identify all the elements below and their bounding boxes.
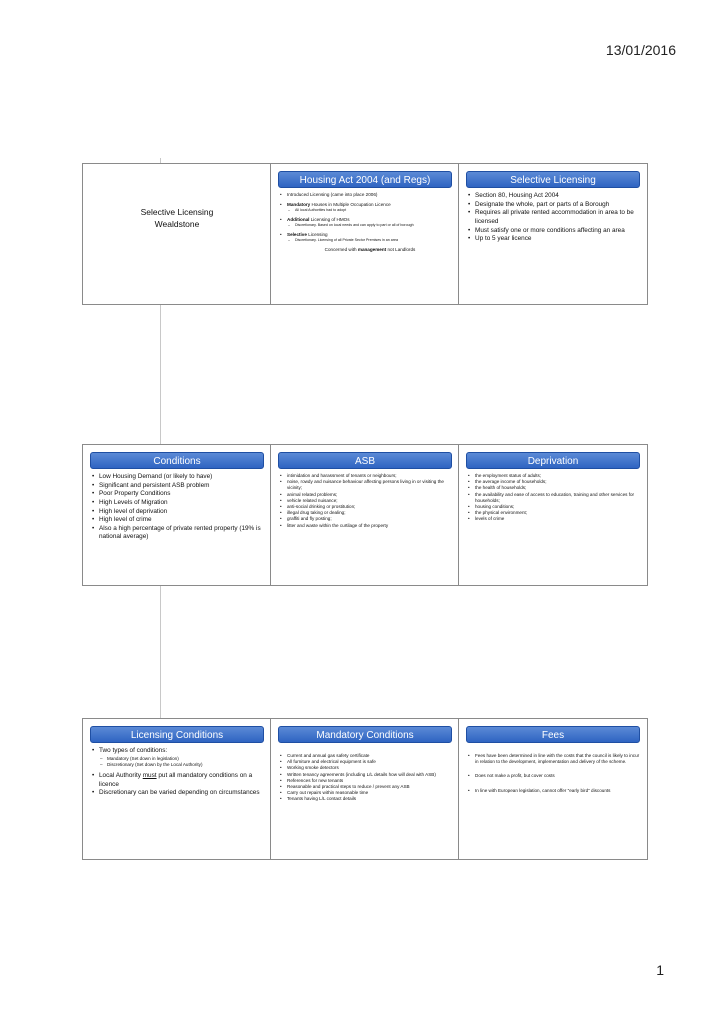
list-item: • Does not make a profit, but cover costs [475, 773, 641, 779]
list-subitem: – Mandatory (Set down in legislation) [107, 756, 265, 762]
slide-title [82, 163, 272, 305]
list-subitem: – All local Authorities had to adopt [295, 208, 453, 213]
list-item: • References for new tenants [287, 778, 453, 784]
slide-heading: Housing Act 2004 (and Regs) [278, 171, 452, 188]
page-number: 1 [656, 962, 664, 978]
list-item: • Local Authority must put all mandatory conditions on a licence [99, 772, 265, 789]
slide-title-line2: Wealdstone [154, 219, 200, 230]
list-item: • Low Housing Demand (or likely to have) [99, 473, 265, 482]
list-item: • illegal drug taking or dealing; [287, 510, 453, 516]
slide-heading: Deprivation [466, 452, 640, 469]
list-item: • Additional Licensing of HMOs [287, 217, 453, 223]
list-item: • High level of deprivation [99, 508, 265, 517]
list-item: • the physical environment; [475, 510, 641, 516]
list-item: • Discretionary can be varied depending on circumstances [99, 789, 265, 798]
list-item: • Significant and persistent ASB problem [99, 482, 265, 491]
list-item: • the employment status of adults; [475, 473, 641, 479]
list-item: • Fees have been determined in line with the costs that the council is likely to incur in relation to the development, implementation and delivery of the scheme. [475, 753, 641, 765]
list-item: • vehicle related nuisance; [287, 498, 453, 504]
slide-licensing-conditions [82, 718, 272, 860]
list-item: • Carry out repairs within reasonable time [287, 790, 453, 796]
list-subitem: – Discretionary. Licensing of all Private Sector Premises in an area [295, 238, 453, 243]
list-item: • housing conditions; [475, 504, 641, 510]
slide-mandatory-conditions [270, 718, 460, 860]
slide-selective-licensing [458, 163, 648, 305]
list-item: • the health of households; [475, 485, 641, 491]
slide-deprivation [458, 444, 648, 586]
list-item: • the average income of households; [475, 479, 641, 485]
list-item: • animal related problems; [287, 492, 453, 498]
list-item: • Section 80, Housing Act 2004 [475, 192, 641, 201]
slide-heading: ASB [278, 452, 452, 469]
slide-heading: Fees [466, 726, 640, 743]
list-item: • noise, rowdy and nuisance behaviour affecting persons living in or visiting the vicinity; [287, 479, 453, 491]
list-item: • In line with European legislation, cannot offer "early bird" discounts [475, 788, 641, 794]
list-item: • the availability and ease of access to education, training and other services for households; [475, 492, 641, 504]
list-item: • graffiti and fly posting; [287, 516, 453, 522]
slide-heading: Conditions [90, 452, 264, 469]
list-item: • Tenants having L/L contact details [287, 796, 453, 802]
slide-heading: Mandatory Conditions [278, 726, 452, 743]
list-item: • Designate the whole, part or parts of a Borough [475, 201, 641, 210]
list-item: • Must satisfy one or more conditions affecting an area [475, 227, 641, 236]
print-date: 13/01/2016 [605, 42, 676, 58]
list-item: • Two types of conditions: [99, 747, 265, 756]
list-note: Concerned with management not Landlords [324, 247, 416, 253]
list-item: • High level of crime [99, 516, 265, 525]
list-item: • Mandatory Houses in Multiple Occupation Licence [287, 202, 453, 208]
list-item: • Reasonable and practical steps to reduce / prevent any ASB [287, 784, 453, 790]
slide-housing-act [270, 163, 460, 305]
slide-conditions [82, 444, 272, 586]
list-item: • Requires all private rented accommodation in area to be licensed [475, 209, 641, 226]
list-item: • Poor Property Conditions [99, 490, 265, 499]
slide-asb [270, 444, 460, 586]
slide-title-line1: Selective Licensing [140, 207, 214, 217]
list-item: • Working smoke detectors [287, 765, 453, 771]
list-item: • anti-social drinking or prostitution; [287, 504, 453, 510]
slide-heading: Licensing Conditions [90, 726, 264, 743]
list-item: • Current and annual gas safety certificate [287, 753, 453, 759]
list-item: • levels of crime [475, 516, 641, 522]
list-item: • High Levels of Migration [99, 499, 265, 508]
list-item: • All furniture and electrical equipment is safe [287, 759, 453, 765]
slide-heading: Selective Licensing [466, 171, 640, 188]
list-item: • Written tenancy agreements (including L/L details how will deal with ASB) [287, 772, 453, 778]
list-item: • intimidation and harassment of tenants or neighbours; [287, 473, 453, 479]
list-item: • Introduced Licensing (came into place 2006) [287, 192, 453, 198]
list-item: • Also a high percentage of private rented property (19% is national average) [99, 525, 265, 542]
list-item: • Selective Licensing [287, 232, 453, 238]
list-subitem: – Discretionary (Set down by the Local Authority) [107, 762, 265, 768]
list-subitem: – Discretionary. Based on local needs and can apply to part or all of borough [295, 223, 453, 228]
list-item: • Up to 5 year licence [475, 235, 641, 244]
list-item: • litter and waste within the curtilage of the property [287, 523, 453, 529]
slide-fees [458, 718, 648, 860]
